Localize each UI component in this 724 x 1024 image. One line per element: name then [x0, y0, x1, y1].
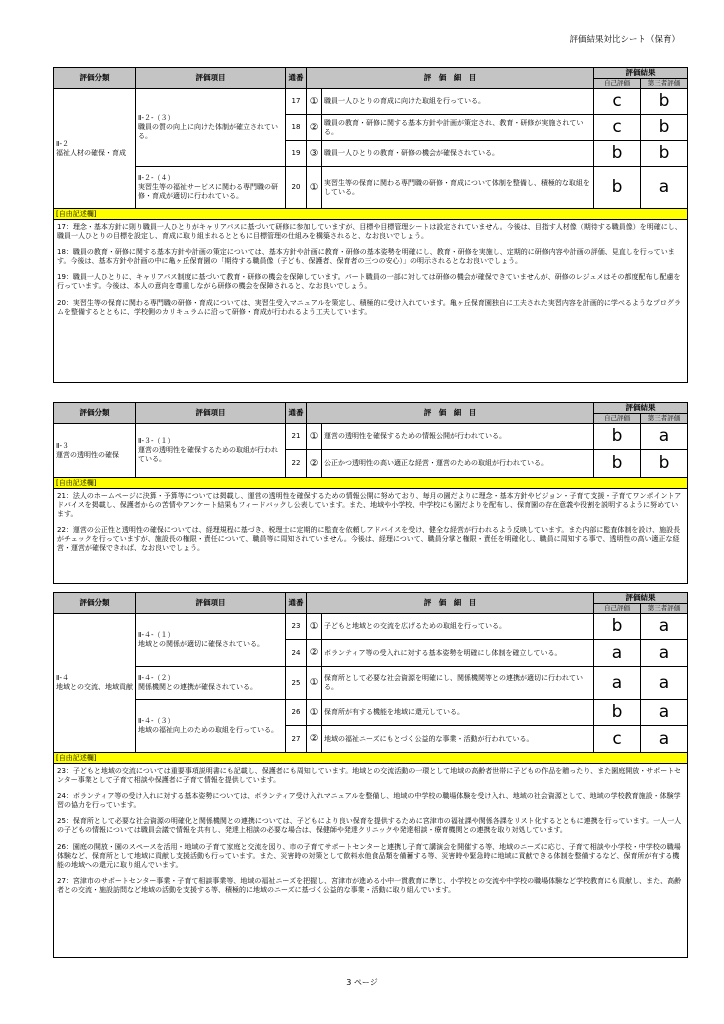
third-grade: b	[641, 115, 688, 141]
category-code: Ⅱ-３	[56, 441, 69, 450]
row-mark: ②	[307, 726, 322, 753]
category-text: 福祉人材の確保・育成	[56, 148, 126, 157]
memo-box	[54, 489, 688, 584]
category-code: Ⅱ-４	[56, 674, 69, 683]
self-grade: b	[594, 167, 641, 209]
item-text: 実習生等の福祉サービスに関わる専門職の研修・育成が適切に行われている。	[138, 183, 278, 200]
header-category: 評価分類	[54, 593, 136, 614]
memo-label: [自由記述欄]	[54, 209, 688, 220]
header-self-eval: 自己評価	[594, 79, 641, 89]
row-number: 18	[286, 115, 307, 141]
page-number: 3 ページ	[346, 978, 378, 987]
header-result: 評価結果	[594, 403, 688, 414]
memo-paragraph: 25：保育所として必要な社会資源の明確化と関係機関との連携については、子どもにより良い保育を提供するために宮津市の福祉課や関係各課をリスト化するとともに連携を行っています。一人一人の子どもの情報については職員会議で情報を共有し、発達上相談の必要な場合は、保健師や発達クリニックや発達相談・療育機関との連携を取り対処しています。	[57, 817, 682, 835]
self-grade: b	[594, 700, 641, 726]
self-grade: c	[594, 726, 641, 753]
document-title: 評価結果対比シート（保育）	[569, 35, 680, 45]
memo-paragraph: 20：実習生等の保育に関わる専門職の研修・育成については、実習生受入マニュアルを策定し、積極的に受け入れています。亀ヶ丘保育園独自に工夫された実習内容を計画的に学べるようなプログラムを整備するとともに、学校側のカリキュラムに沿って研修・育成が行われるよう工夫しています。	[57, 298, 681, 316]
memo-label: [自由記述欄]	[54, 478, 688, 489]
memo-paragraph: 17：理念・基本方針に則り職員一人ひとりがキャリアパスに基づいて研修に参加していますが、目標や目標管理シートは設定されていません。今後は、目指す人材像（期待する職員像）を明確にし、職員一人ひとりの目標を設定し、育成に取り組まれるとともに目標管理の仕組みを構築されると、なお良いでしょう。	[57, 223, 682, 241]
third-grade: a	[641, 700, 688, 726]
category-cell	[54, 89, 136, 209]
item-code: Ⅱ-４-（１）	[138, 631, 175, 640]
third-grade: a	[641, 167, 688, 209]
item-text: 職員の質の向上に向けた体制が確立されている。	[138, 123, 278, 140]
row-detail: 職員一人ひとりの教育・研修の機会が確保されている。	[322, 141, 594, 167]
memo-box	[54, 220, 688, 383]
row-mark: ①	[307, 167, 322, 209]
row-number: 23	[286, 614, 307, 640]
memo-paragraph: 23：子どもと地域の交流については重要事項説明書にも記載し、保護者にも周知しています。地域との交流活動の一環として地域の高齢者世帯に子どもの作品を贈ったり、また園庭開放・サポートセンター事業として子育て相談や保護者に子育て情報を提供しています。	[57, 767, 681, 785]
memo-paragraph: 27：宮津市のサポートセンター事業・子育て相談事業等、地域の福祉ニーズを把握し、宮津市が進める小中一貫教育に準じ、小学校との交流や中学校の職場体験など学校教育にも貢献し、また、高齢者との交流・施設訪問など地域の活動を支援する等、積極的に地域のニーズに基づく公益的な事業・活動に取り組んでいます。	[57, 876, 682, 894]
header-result: 評価結果	[594, 68, 688, 79]
item-cell	[136, 424, 286, 478]
item-text: 地域の福祉向上のための取組を行っている。	[138, 726, 278, 734]
category-cell	[54, 614, 136, 753]
item-cell	[136, 167, 286, 209]
item-text: 地域との関係が適切に確保されている。	[138, 640, 264, 648]
item-code: Ⅱ-２-（３）	[138, 114, 175, 123]
row-number: 22	[286, 450, 307, 478]
memo-label: [自由記述欄]	[54, 753, 688, 764]
row-mark: ②	[307, 640, 322, 667]
self-grade: b	[594, 450, 641, 478]
self-grade: c	[594, 115, 641, 141]
memo-paragraph: 21：法人のホームページに決算・予算等については掲載し、運営の透明性を確保するための情報公開に努めており、毎月の園だよりに理念・基本方針やビジョン・子育て支援・子育てワンポイントアドバイスを掲載し、保護者からの苦情やアンケート結果もフィードバックし公表しています。また、地域や小学校、中学校にも園だよりを配布し、保育園の存在意義や役割を説明するように努めています。	[57, 492, 682, 519]
row-mark: ①	[307, 424, 322, 450]
row-number: 21	[286, 424, 307, 450]
item-cell	[136, 614, 286, 667]
header-no: 通番	[286, 403, 307, 424]
row-mark: ①	[307, 667, 322, 700]
row-mark: ①	[307, 700, 322, 726]
header-detail: 評 価 細 目	[307, 593, 594, 614]
third-grade: b	[641, 450, 688, 478]
memo-box	[54, 764, 688, 958]
row-number: 26	[286, 700, 307, 726]
memo-paragraph: 18：職員の教育・研修に関する基本方針や計画の策定については、基本方針や計画に教育・研修の基本姿勢を明確にし、教育・研修を実施し、定期的に研修内容や計画の評価、見直しを行っています。今後は、基本方針や計画の中に亀ヶ丘保育園の「期待する職員像（子ども、保護者、保育者の三つの安心）」の明示されるとなお良いでしょう。	[57, 248, 675, 266]
header-item: 評価項目	[136, 403, 286, 424]
evaluation-table-section-2	[53, 402, 688, 584]
header-category: 評価分類	[54, 68, 136, 89]
row-mark: ①	[307, 614, 322, 640]
row-detail: 運営の透明性を確保するための情報公開が行われている。	[322, 424, 594, 450]
header-item: 評価項目	[136, 68, 286, 89]
item-text: 関係機関との連携が確保されている。	[138, 683, 257, 691]
row-detail: 職員の教育・研修に関する基本方針や計画が策定され、教育・研修が実施されている。	[322, 115, 594, 141]
header-third-eval: 第三者評価	[641, 414, 688, 424]
self-grade: b	[594, 424, 641, 450]
row-number: 25	[286, 667, 307, 700]
row-mark: ②	[307, 115, 322, 141]
row-detail: 公正かつ透明性の高い適正な経営・運営のための取組が行われている。	[322, 450, 594, 478]
header-third-eval: 第三者評価	[641, 604, 688, 614]
header-result: 評価結果	[594, 593, 688, 604]
row-detail: 保育所として必要な社会資源を明確にし、関係機関等との連携が適切に行われている。	[322, 667, 594, 700]
category-cell	[54, 424, 136, 478]
third-grade: a	[641, 614, 688, 640]
row-number: 24	[286, 640, 307, 667]
header-detail: 評 価 細 目	[307, 403, 594, 424]
header-detail: 評 価 細 目	[307, 68, 594, 89]
category-code: Ⅱ-２	[56, 139, 69, 148]
self-grade: b	[594, 141, 641, 167]
third-grade: b	[641, 89, 688, 115]
memo-paragraph: 26：園庭の開放・園のスペースを活用・地域の子育て家庭と交流を図り、市の子育てサポートセンターと連携し子育て講演会を開催する等、地域のニーズに応じ、子育て相談や小学校・中学校の職場体験など、保育所として地域に貢献し支援活動も行っています。また、災害時の対策として飲料水他食品類を備蓄する等、災害時や緊急時に地域に貢献できる体制を整備するなど、保育所が有する機能の地域への還元に取り組んでいます。	[57, 842, 681, 869]
item-code: Ⅱ-２-（４）	[138, 174, 175, 183]
item-code: Ⅱ-３-（１）	[138, 437, 175, 446]
header-self-eval: 自己評価	[594, 414, 641, 424]
self-grade: a	[594, 667, 641, 700]
row-mark: ③	[307, 141, 322, 167]
row-mark: ②	[307, 450, 322, 478]
item-text: 運営の透明性を確保するための取組が行われている。	[138, 446, 278, 463]
self-grade: a	[594, 640, 641, 667]
header-no: 通番	[286, 68, 307, 89]
self-grade: b	[594, 614, 641, 640]
item-code: Ⅱ-４-（３）	[138, 717, 175, 726]
evaluation-table-section-3	[53, 592, 688, 958]
category-text: 地域との交流、地域貢献	[56, 683, 133, 691]
row-number: 19	[286, 141, 307, 167]
row-detail: 地域の福祉ニーズにもとづく公益的な事業・活動が行われている。	[322, 726, 594, 753]
third-grade: a	[641, 726, 688, 753]
item-cell	[136, 700, 286, 753]
item-code: Ⅱ-４-（２）	[138, 674, 175, 683]
row-number: 17	[286, 89, 307, 115]
third-grade: a	[641, 640, 688, 667]
third-grade: a	[641, 424, 688, 450]
header-category: 評価分類	[54, 403, 136, 424]
item-cell	[136, 667, 286, 700]
third-grade: b	[641, 141, 688, 167]
row-detail: 子どもと地域との交流を広げるための取組を行っている。	[322, 614, 594, 640]
self-grade: c	[594, 89, 641, 115]
header-no: 通番	[286, 593, 307, 614]
memo-paragraph: 22：運営の公正性と透明性の確保については、経理規程に基づき、税理士に定期的に監査を依頼しアドバイスを受け、健全な経営が行われるよう反映しています。また内部に監査体制を設け、施設長がチェックを行っていますが、施設長の権限・責任について、職員等に周知されていません。今後は、経理について、職員分掌と権限・責任を明確化し、職員に周知する事で、透明性の高い適正な経営・運営が確保できれば、なお良いでしょう。	[57, 526, 681, 553]
row-detail: 保育所が有する機能を地域に還元している。	[322, 700, 594, 726]
row-number: 20	[286, 167, 307, 209]
row-mark: ①	[307, 89, 322, 115]
row-detail: 職員一人ひとりの育成に向けた取組を行っている。	[322, 89, 594, 115]
evaluation-table-section-1	[53, 67, 688, 383]
row-number: 27	[286, 726, 307, 753]
header-third-eval: 第三者評価	[641, 79, 688, 89]
item-cell	[136, 89, 286, 167]
memo-paragraph: 24：ボランティア等の受け入れに対する基本姿勢については、ボランティア受け入れマニュアルを整備し、地域の中学校の職場体験を受け入れ、地域の社会資源として、地域の学校教育施設・体験学習の協力を行っています。	[57, 792, 681, 810]
category-text: 運営の透明性の確保	[56, 450, 119, 459]
row-detail: 実習生等の保育に関わる専門職の研修・育成について体制を整備し、積極的な取組をしている。	[322, 167, 594, 209]
header-item: 評価項目	[136, 593, 286, 614]
header-self-eval: 自己評価	[594, 604, 641, 614]
memo-paragraph: 19：職員一人ひとりに、キャリアパス制度に基づいて教育・研修の機会を保障しています。パート職員の一部に対しては研修の機会が確保できていませんが、研修のレジュメはその都度配布し配慮を行っています。今後は、本人の意向を尊重しながら研修の機会を保障されると、なお良いでしょう。	[57, 273, 681, 291]
row-detail: ボランティア等の受入れに対する基本姿勢を明確にし体制を確立している。	[322, 640, 594, 667]
third-grade: a	[641, 667, 688, 700]
